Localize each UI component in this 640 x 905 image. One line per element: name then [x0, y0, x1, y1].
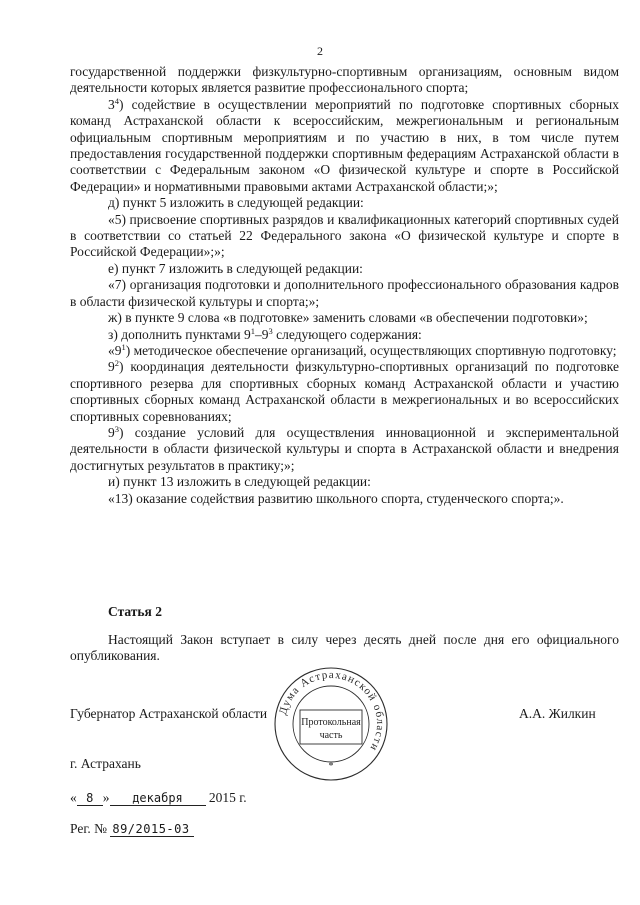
page-number: 2: [317, 44, 323, 58]
signing-date: « 8 » декабря 2015 г.: [70, 790, 247, 805]
paragraph-item-e: е) пункт 7 изложить в следующей редакции:: [108, 260, 363, 276]
stamp-ring-text: Дума Астраханской области: [276, 668, 387, 754]
date-month: декабря: [110, 791, 206, 806]
article-heading: Статья 2: [108, 604, 162, 619]
date-day: 8: [77, 791, 103, 806]
official-stamp: [272, 665, 390, 783]
stamp-box-line-1: Протокольная: [301, 717, 361, 728]
paragraph-point-9-2: $9^2$) координация деятельности физкультурно-спортивных организаций по подготовке спортивного резерва для спортивных сборных команд Астраханской области и участию спортивных сборных команд Астраханской области в межрегиональных и во всероссийских спортивных соревнованиях;: [70, 358, 619, 424]
stamp-star-icon: *: [328, 761, 334, 772]
paragraph-point-5: «5) присвоение спортивных разрядов и квалификационных категорий спортивных судей в соответствии со статьей 22 Федерального закона «О физической культуре и спорте в Российской Федерации»;»;: [70, 211, 619, 260]
paragraph-item-z: з) дополнить пунктами $9^1-9^3$ следующего содержания:: [108, 325, 422, 342]
paragraph-item-d: д) пункт 5 изложить в следующей редакции:: [108, 195, 364, 211]
registration-label: Рег. №: [70, 821, 107, 836]
paragraph-point-9-3: $9^3$) создание условий для осуществления инновационной и экспериментальной деятельности в области физической культуры и спорта в Астраханской области и внедрения достигнутых результатов в практику;»;: [70, 423, 619, 473]
paragraph-item-zh: ж) в пункте 9 слова «в подготовке» заменить словами «в обеспечении подготовки»;: [108, 310, 588, 326]
paragraph-item-i: и) пункт 13 изложить в следующей редакции:: [108, 474, 371, 490]
date-year: 2015 г.: [208, 790, 247, 805]
stamp-box-line-2: часть: [319, 730, 343, 741]
governor-name: А.А. Жилкин: [519, 706, 596, 721]
registration-value: 89/2015-03: [110, 822, 193, 837]
governor-title: Губернатор Астраханской области: [70, 706, 268, 721]
paragraph-point-13: «13) оказание содействия развитию школьного спорта, студенческого спорта;».: [108, 490, 564, 506]
document-body: [70, 64, 619, 507]
paragraph-item-3-4: $3^4$) содействие в осуществлении мероприятий по подготовке спортивных сборных команд Астраханской области к всероссийским, межрегиональным и региональным официальным спортивным мероприятиям и по участию в них, в том числе путем предоставления государственной поддержки спортивным федерациям Астраханской области в соответствии с Федеральным законом «О физической культуре и спорте в Российской Федерации» и нормативными правовыми актами Астраханской области;»;: [70, 95, 619, 194]
article-2-text: [70, 632, 619, 665]
city: г. Астрахань: [70, 756, 141, 771]
paragraph-point-7: «7) организация подготовки и дополнительного профессионального образования кадров в области физической культуры и спорта;»;: [70, 277, 619, 309]
registration-number: [70, 821, 194, 837]
article-2-paragraph: Настоящий Закон вступает в силу через десять дней после дня его официального опубликования.: [70, 632, 619, 664]
paragraph-point-9-1: «$9^1$) методическое обеспечение организаций, осуществляющих спортивную подготовку;: [108, 341, 617, 358]
paragraph-continuation: государственной поддержки физкультурно-спортивным организациям, основным видом деятельности которых является развитие профессионального спорта;: [70, 64, 619, 96]
